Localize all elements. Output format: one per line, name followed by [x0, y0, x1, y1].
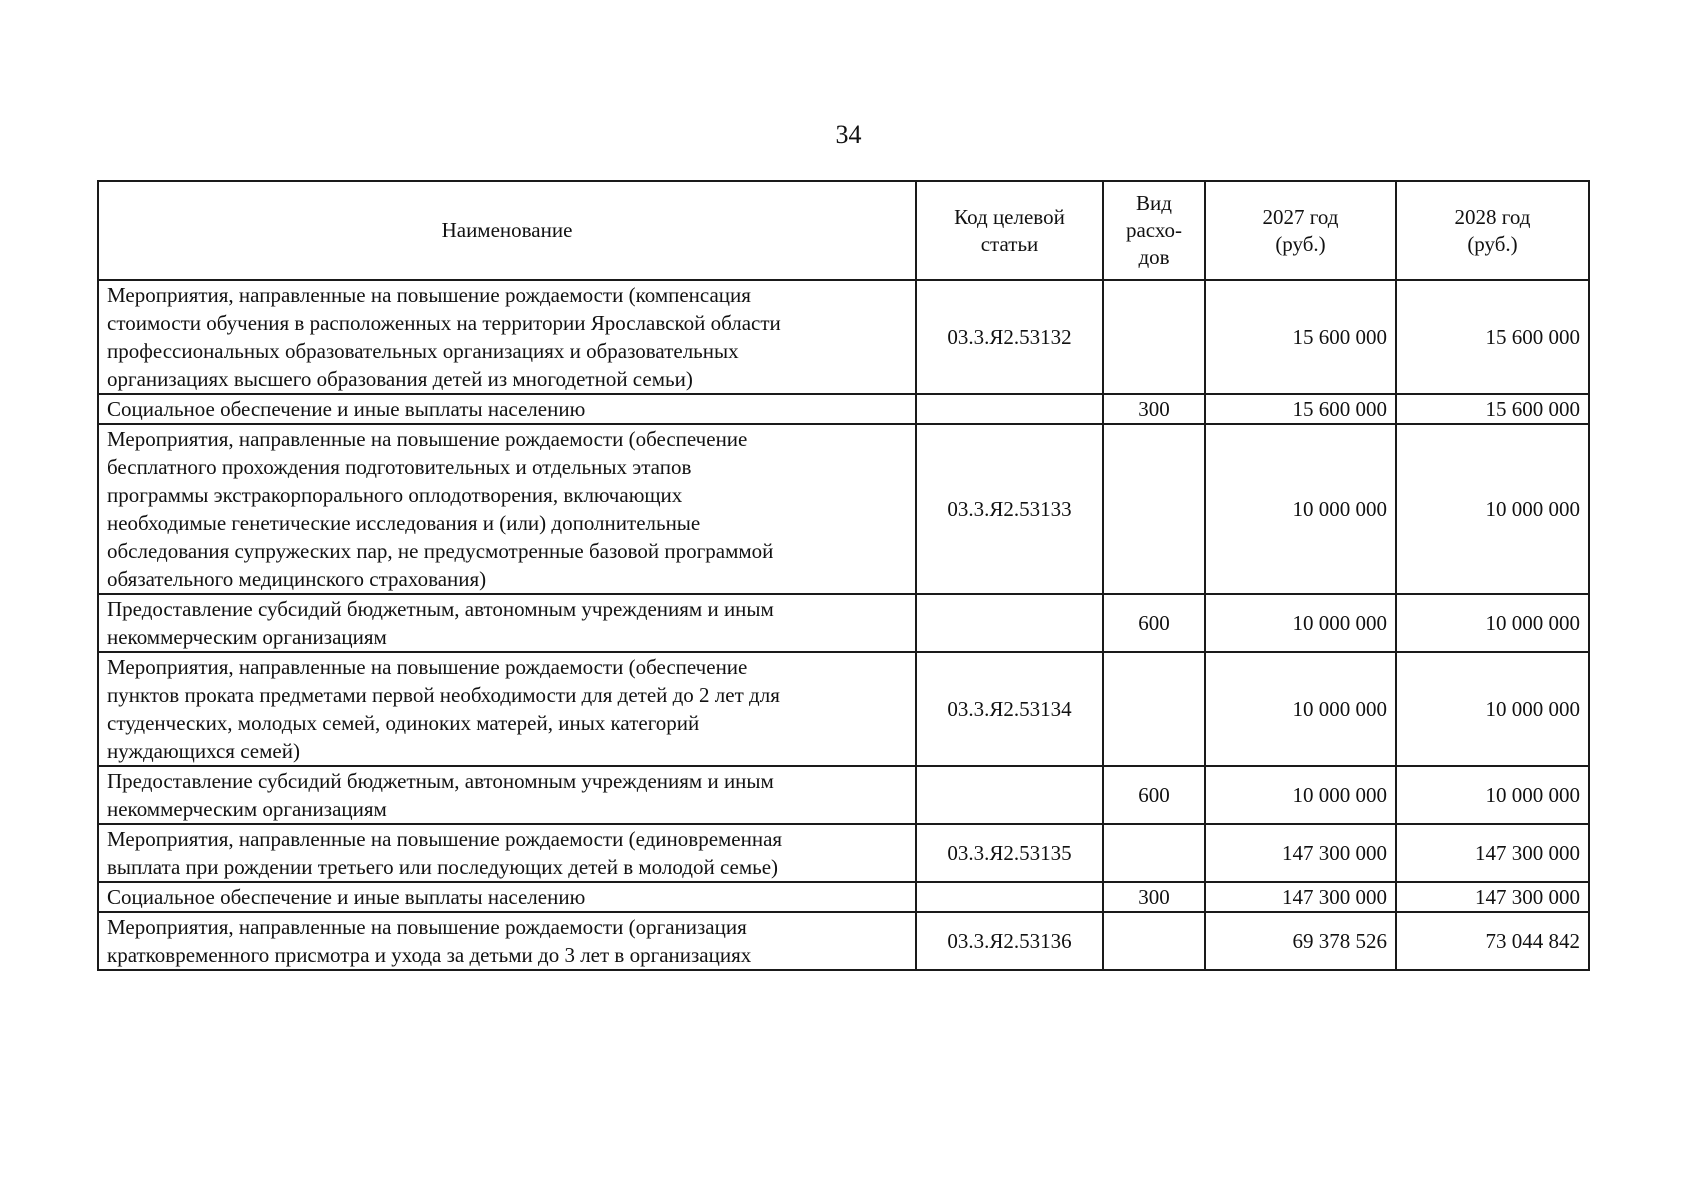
header-name — [98, 181, 916, 280]
cell-code: 03.3.Я2.53132 — [916, 280, 1103, 394]
table-header-row — [98, 181, 1589, 280]
cell-amount-2028: 147 300 000 — [1396, 882, 1589, 912]
cell-name-lines — [107, 825, 907, 881]
cell-amount-2028: 73 044 842 — [1396, 912, 1589, 970]
cell-code — [916, 394, 1103, 424]
cell-name-line: Мероприятия, направленные на повышение рождаемости (единовременная — [107, 827, 783, 851]
cell-name-line: бесплатного прохождения подготовительных и отдельных этапов — [107, 455, 692, 479]
header-2028-line: (руб.) — [1467, 231, 1518, 256]
cell-amount-2027: 15 600 000 — [1205, 280, 1396, 394]
cell-amount-2027: 10 000 000 — [1205, 424, 1396, 594]
header-2028-lines — [1405, 204, 1580, 258]
cell-name-line: Предоставление субсидий бюджетным, автономным учреждениям и иным — [107, 769, 774, 793]
table-row — [98, 394, 1589, 424]
cell-name-line: некоммерческим организациям — [107, 797, 387, 821]
cell-name-line: обследования супружеских пар, не предусмотренные базовой программой — [107, 539, 774, 563]
cell-kind — [1103, 912, 1205, 970]
table-row — [98, 882, 1589, 912]
header-2028-line: 2028 год — [1454, 204, 1531, 229]
cell-name-line: Мероприятия, направленные на повышение рождаемости (обеспечение — [107, 655, 748, 679]
header-2027-line: (руб.) — [1275, 231, 1326, 256]
table-row — [98, 280, 1589, 394]
cell-kind — [1103, 652, 1205, 766]
cell-code: 03.3.Я2.53134 — [916, 652, 1103, 766]
cell-amount-2027: 147 300 000 — [1205, 882, 1396, 912]
header-name-line: Наименование — [441, 218, 573, 242]
table-row — [98, 912, 1589, 970]
cell-name-line: Мероприятия, направленные на повышение рождаемости (компенсация — [107, 283, 751, 307]
cell-name — [98, 652, 916, 766]
cell-name-line: выплата при рождении третьего или последующих детей в молодой семье) — [107, 855, 779, 879]
cell-amount-2028: 10 000 000 — [1396, 652, 1589, 766]
header-kind-line: расхо- — [1125, 218, 1183, 242]
cell-name — [98, 766, 916, 824]
cell-code: 03.3.Я2.53133 — [916, 424, 1103, 594]
header-code — [916, 181, 1103, 280]
cell-code: 03.3.Я2.53135 — [916, 824, 1103, 882]
cell-name-lines — [107, 425, 907, 593]
table-body — [98, 280, 1589, 970]
header-code-line: статьи — [980, 231, 1039, 256]
cell-name-lines — [107, 281, 907, 393]
header-code-line: Код целевой — [954, 204, 1065, 229]
cell-kind — [1103, 280, 1205, 394]
table-row — [98, 824, 1589, 882]
cell-amount-2027: 69 378 526 — [1205, 912, 1396, 970]
cell-name-lines — [107, 913, 907, 969]
cell-kind — [1103, 824, 1205, 882]
cell-name-line: некоммерческим организациям — [107, 625, 387, 649]
cell-name-lines — [107, 767, 907, 823]
cell-code — [916, 766, 1103, 824]
cell-name-lines — [107, 883, 907, 911]
cell-name-line: необходимые генетические исследования и (или) дополнительные — [107, 511, 701, 535]
header-2028 — [1396, 181, 1589, 280]
cell-name-line: пунктов проката предметами первой необходимости для детей до 2 лет для — [107, 683, 780, 707]
cell-name-lines — [107, 653, 907, 765]
cell-kind: 300 — [1103, 394, 1205, 424]
table-row — [98, 766, 1589, 824]
cell-kind: 600 — [1103, 766, 1205, 824]
cell-name — [98, 594, 916, 652]
table-row — [98, 594, 1589, 652]
cell-name-line: программы экстракорпорального оплодотворения, включающих — [107, 483, 683, 507]
header-kind — [1103, 181, 1205, 280]
header-kind-line: дов — [1138, 245, 1170, 269]
page-number: 34 — [835, 120, 862, 149]
cell-amount-2028: 15 600 000 — [1396, 280, 1589, 394]
budget-table — [97, 180, 1590, 971]
cell-amount-2027: 10 000 000 — [1205, 594, 1396, 652]
cell-name-line: Мероприятия, направленные на повышение рождаемости (организация — [107, 915, 747, 939]
cell-name-lines — [107, 595, 907, 651]
cell-name — [98, 280, 916, 394]
cell-name — [98, 394, 916, 424]
cell-name-line: стоимости обучения в расположенных на территории Ярославской области — [107, 311, 781, 335]
cell-code — [916, 594, 1103, 652]
cell-name-line: профессиональных образовательных организациях и образовательных — [107, 339, 739, 363]
header-name-lines — [107, 217, 907, 244]
cell-name-line: Предоставление субсидий бюджетным, автономным учреждениям и иным — [107, 597, 774, 621]
cell-name-line: организациях высшего образования детей из многодетной семьи) — [107, 367, 693, 391]
cell-kind: 300 — [1103, 882, 1205, 912]
cell-name-line: нуждающихся семей) — [107, 739, 300, 763]
cell-amount-2027: 15 600 000 — [1205, 394, 1396, 424]
cell-name — [98, 824, 916, 882]
header-kind-lines — [1112, 190, 1196, 271]
cell-name-line: Социальное обеспечение и иные выплаты населению — [107, 397, 586, 421]
cell-code: 03.3.Я2.53136 — [916, 912, 1103, 970]
cell-name-line: кратковременного присмотра и ухода за детьми до 3 лет в организациях — [107, 943, 752, 967]
cell-kind — [1103, 424, 1205, 594]
cell-name — [98, 912, 916, 970]
cell-amount-2028: 15 600 000 — [1396, 394, 1589, 424]
cell-name-line: Социальное обеспечение и иные выплаты населению — [107, 885, 586, 909]
header-2027-lines — [1214, 204, 1387, 258]
cell-amount-2027: 10 000 000 — [1205, 652, 1396, 766]
cell-amount-2027: 147 300 000 — [1205, 824, 1396, 882]
cell-kind: 600 — [1103, 594, 1205, 652]
header-2027-line: 2027 год — [1262, 204, 1339, 229]
table-row — [98, 424, 1589, 594]
cell-amount-2028: 10 000 000 — [1396, 594, 1589, 652]
cell-amount-2028: 10 000 000 — [1396, 766, 1589, 824]
cell-name — [98, 424, 916, 594]
header-2027 — [1205, 181, 1396, 280]
cell-name-lines — [107, 395, 907, 423]
cell-amount-2028: 147 300 000 — [1396, 824, 1589, 882]
table-row — [98, 652, 1589, 766]
cell-code — [916, 882, 1103, 912]
cell-amount-2027: 10 000 000 — [1205, 766, 1396, 824]
header-code-lines — [925, 204, 1094, 258]
cell-amount-2028: 10 000 000 — [1396, 424, 1589, 594]
cell-name-line: Мероприятия, направленные на повышение рождаемости (обеспечение — [107, 427, 748, 451]
cell-name — [98, 882, 916, 912]
cell-name-line: студенческих, молодых семей, одиноких матерей, иных категорий — [107, 711, 700, 735]
header-kind-line: Вид — [1136, 191, 1172, 215]
cell-name-line: обязательного медицинского страхования) — [107, 567, 487, 591]
